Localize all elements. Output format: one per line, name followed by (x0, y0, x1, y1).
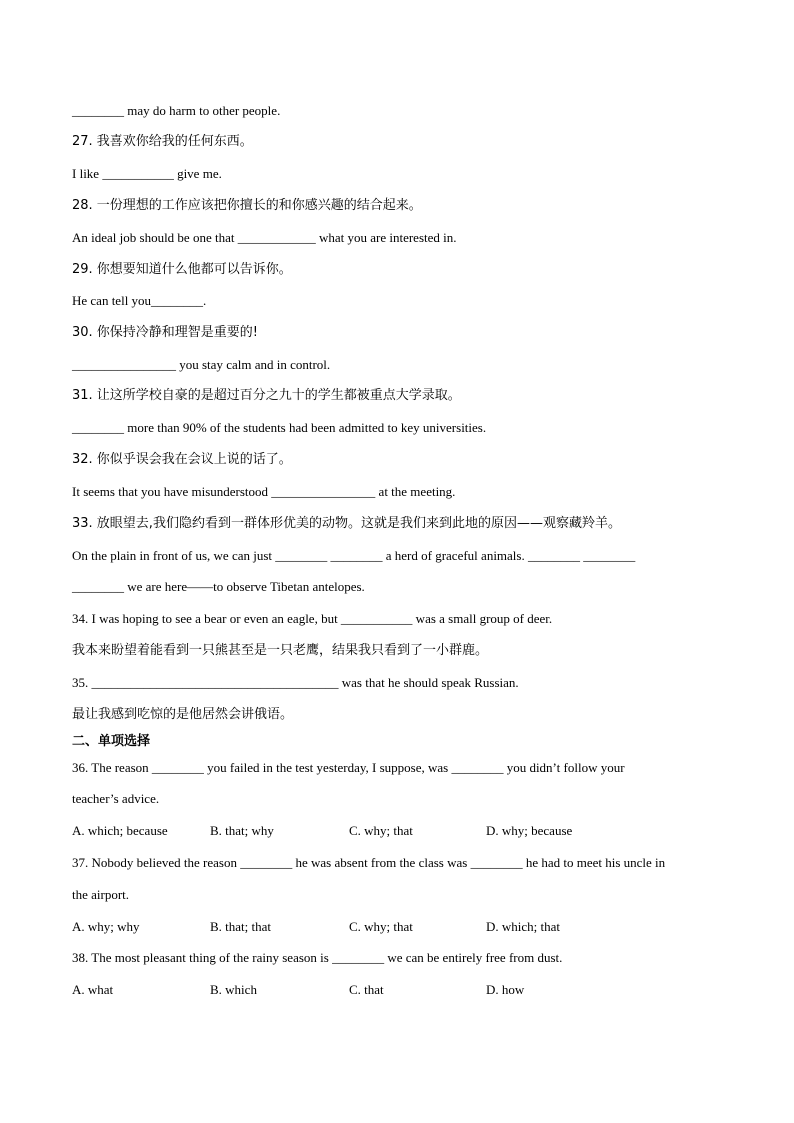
q37-stem-1: 37. Nobody believed the reason ________ he was absent from the class was ________ he had to meet his uncle in (72, 855, 666, 870)
section-title: 二、单项选择 (72, 734, 151, 749)
option-a[interactable]: A. which; because (72, 823, 168, 838)
option-d[interactable]: D. how (486, 982, 525, 997)
q31-prompt: 31. 让这所学校自豪的是超过百分之九十的学生都被重点大学录取。 (72, 388, 461, 403)
q32-prompt: 32. 你似乎误会我在会议上说的话了。 (72, 452, 292, 467)
q33-prompt: 33. 放眼望去,我们隐约看到一群体形优美的动物。这就是我们来到此地的原因——观察藏羚羊。 (72, 516, 621, 531)
q27-answer-line: I like ___________ give me. (72, 166, 222, 181)
option-c[interactable]: C. why; that (349, 919, 413, 934)
option-a[interactable]: A. what (72, 982, 114, 997)
q38-stem: 38. The most pleasant thing of the rainy season is ________ we can be entirely free from dust. (72, 950, 563, 965)
q33-answer-line-2: ________ we are here——to observe Tibetan antelopes. (72, 579, 365, 594)
q31-answer-line: ________ more than 90% of the students had been admitted to key universities. (72, 420, 487, 435)
q29-answer-line: He can tell you________. (72, 293, 207, 308)
option-d[interactable]: D. why; because (486, 823, 573, 838)
q37-stem-2: the airport. (72, 887, 130, 902)
q36-stem-2: teacher’s advice. (72, 791, 160, 806)
q30-prompt: 30. 你保持冷静和理智是重要的! (72, 325, 259, 340)
option-b[interactable]: B. that; that (210, 919, 272, 934)
q34-translation: 我本来盼望着能看到一只熊甚至是一只老鹰，结果我只看到了一小群鹿。 (72, 643, 489, 658)
option-b[interactable]: B. that; why (210, 823, 274, 838)
option-d[interactable]: D. which; that (486, 919, 561, 934)
q32-answer-line: It seems that you have misunderstood ________________ at the meeting. (72, 484, 456, 499)
option-c[interactable]: C. that (349, 982, 384, 997)
q28-answer-line: An ideal job should be one that ____________ what you are interested in. (72, 230, 457, 245)
option-c[interactable]: C. why; that (349, 823, 413, 838)
q28-prompt: 28. 一份理想的工作应该把你擅长的和你感兴趣的结合起来。 (72, 198, 422, 213)
q29-prompt: 29. 你想要知道什么他都可以告诉你。 (72, 262, 292, 277)
option-a[interactable]: A. why; why (72, 919, 140, 934)
q36-stem-1: 36. The reason ________ you failed in the test yesterday, I suppose, was ________ you didn’t follow your (72, 760, 625, 775)
q27-prompt: 27. 我喜欢你给我的任何东西。 (72, 134, 253, 149)
q34-prompt: 34. I was hoping to see a bear or even an eagle, but ___________ was a small group of deer. (72, 611, 553, 626)
option-b[interactable]: B. which (210, 982, 257, 997)
q26-answer-line: ________ may do harm to other people. (72, 103, 281, 118)
q33-answer-line-1: On the plain in front of us, we can just ________ ________ a herd of graceful animals. ________ ________ (72, 548, 636, 563)
q30-answer-line: ________________ you stay calm and in control. (72, 357, 331, 372)
q35-translation: 最让我感到吃惊的是他居然会讲俄语。 (72, 707, 294, 722)
q35-prompt: 35. ______________________________________ was that he should speak Russian. (72, 675, 519, 690)
